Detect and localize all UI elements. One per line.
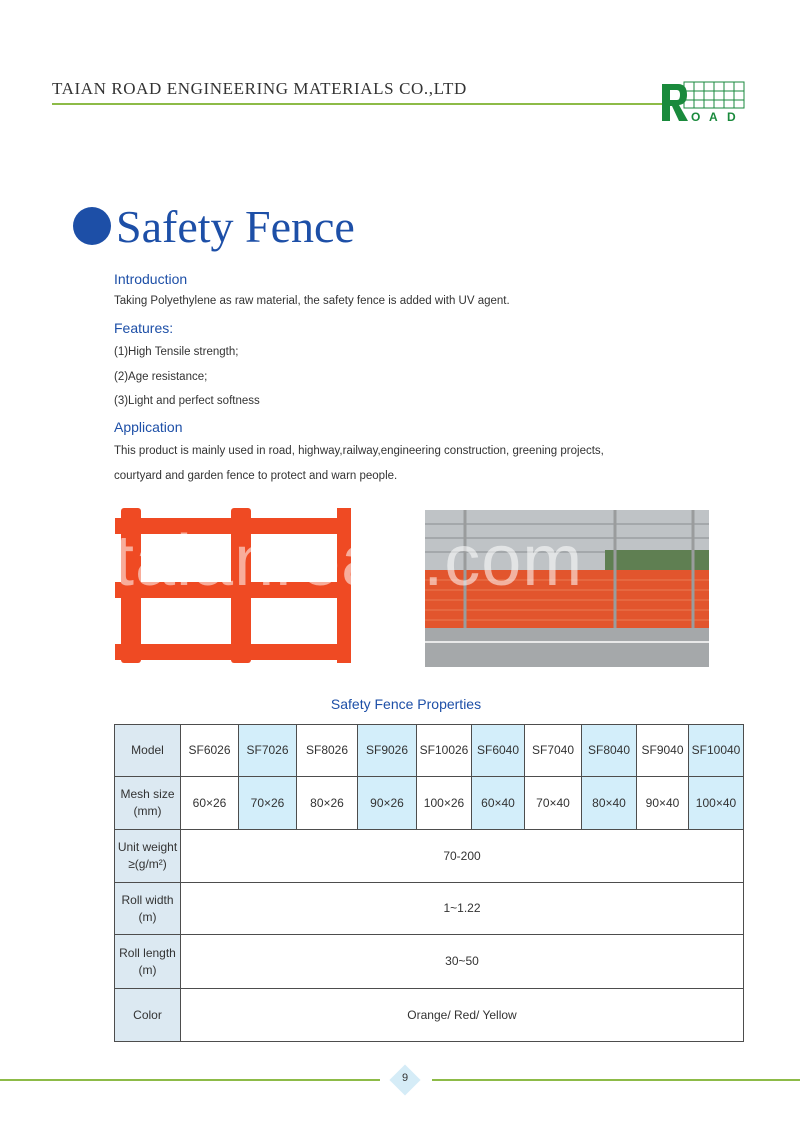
mesh-size-cell: 90×26 xyxy=(358,777,417,830)
roll-length-label-line-1: Roll length xyxy=(119,945,176,960)
model-cell: SF7040 xyxy=(525,725,582,777)
mesh-size-label xyxy=(115,777,181,830)
footer-rule-left xyxy=(0,1079,380,1081)
model-cell: SF7026 xyxy=(239,725,297,777)
application-text-line-2: courtyard and garden fence to protect and warn people. xyxy=(114,470,398,482)
title-bullet-icon xyxy=(73,207,111,245)
model-cell: SF10026 xyxy=(417,725,472,777)
page-number: 9 xyxy=(401,1072,409,1084)
feature-item-1: (1)High Tensile strength; xyxy=(114,346,239,358)
svg-text:A: A xyxy=(709,110,718,124)
unit-weight-label-line-2: ≥(g/m²) xyxy=(128,857,167,871)
roll-length-row xyxy=(115,935,744,989)
road-logo xyxy=(660,80,748,124)
mesh-size-row xyxy=(115,777,744,830)
unit-weight-label-line-1: Unit weight xyxy=(117,840,178,854)
roll-width-label xyxy=(115,883,181,935)
mesh-size-label-line-1: Mesh size xyxy=(120,787,175,801)
feature-item-3: (3)Light and perfect softness xyxy=(114,395,260,407)
application-heading: Application xyxy=(114,419,183,435)
mesh-size-cell: 70×26 xyxy=(239,777,297,830)
mesh-size-cell: 80×26 xyxy=(297,777,358,830)
unit-weight-value: 70-200 xyxy=(181,830,744,883)
roll-length-label-line-2: (m) xyxy=(138,962,157,977)
watermark: taianroad.com xyxy=(114,521,584,601)
model-cell: SF8026 xyxy=(297,725,358,777)
mesh-size-cell: 60×40 xyxy=(472,777,525,830)
footer-rule-right xyxy=(432,1079,800,1081)
roll-width-value: 1~1.22 xyxy=(181,883,744,935)
color-value: Orange/ Red/ Yellow xyxy=(181,989,744,1042)
roll-width-row xyxy=(115,883,744,935)
mesh-size-label-line-2: (mm) xyxy=(133,804,162,818)
svg-text:D: D xyxy=(727,110,736,124)
model-cell: SF6026 xyxy=(181,725,239,777)
mesh-size-cell: 100×40 xyxy=(689,777,744,830)
model-cell: SF10040 xyxy=(689,725,744,777)
header-rule xyxy=(52,103,662,105)
model-row xyxy=(115,725,744,777)
unit-weight-label xyxy=(115,830,181,883)
features-heading: Features: xyxy=(114,320,174,336)
mesh-size-cell: 90×40 xyxy=(637,777,689,830)
model-cell: SF6040 xyxy=(472,725,525,777)
properties-table xyxy=(114,724,744,1042)
color-row xyxy=(115,989,744,1042)
mesh-size-cell: 80×40 xyxy=(582,777,637,830)
model-cell: SF9026 xyxy=(358,725,417,777)
model-label: Model xyxy=(115,725,181,777)
unit-weight-row xyxy=(115,830,744,883)
roll-length-label xyxy=(115,935,181,989)
svg-text:O: O xyxy=(691,110,701,124)
mesh-size-cell: 70×40 xyxy=(525,777,582,830)
page-title: Safety Fence xyxy=(116,201,355,252)
mesh-size-cell: 100×26 xyxy=(417,777,472,830)
application-text-line-1: This product is mainly used in road, highway,railway,engineering construction, greening projects, xyxy=(114,445,604,457)
introduction-heading: Introduction xyxy=(114,271,188,287)
roll-width-label-line-2: (m) xyxy=(138,909,157,924)
feature-item-2: (2)Age resistance; xyxy=(114,371,208,383)
roll-width-label-line-1: Roll width xyxy=(121,892,174,907)
model-cell: SF8040 xyxy=(582,725,637,777)
model-cell: SF9040 xyxy=(637,725,689,777)
color-label: Color xyxy=(115,989,181,1042)
introduction-text: Taking Polyethylene as raw material, the safety fence is added with UV agent. xyxy=(114,295,510,307)
table-title: Safety Fence Properties xyxy=(330,696,482,712)
mesh-size-cell: 60×26 xyxy=(181,777,239,830)
roll-length-value: 30~50 xyxy=(181,935,744,989)
company-name: TAIAN ROAD ENGINEERING MATERIALS CO.,LTD xyxy=(52,79,467,98)
